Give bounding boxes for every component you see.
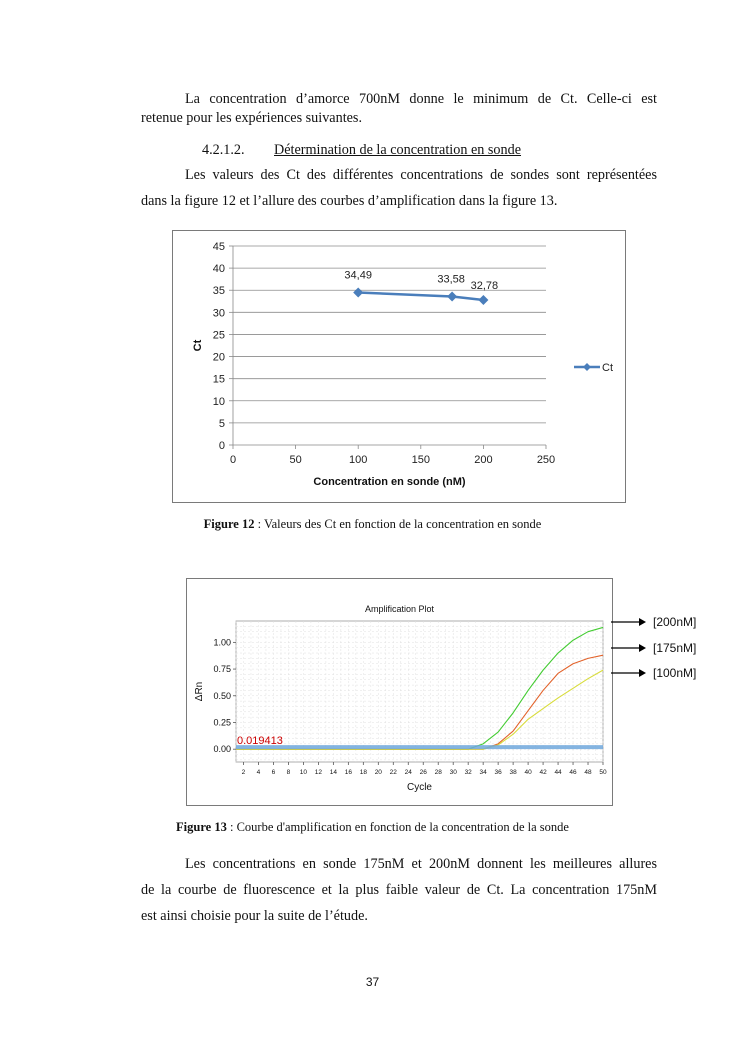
y-tick-label: 30 [212,307,225,320]
x-tick-label: 12 [314,769,323,776]
ct-data-label: 33,58 [437,273,465,286]
ct-chart [173,231,625,502]
ct-data-point [353,287,363,297]
y-tick-label: 25 [212,329,225,342]
x-tick-label: 8 [286,769,291,776]
arrow-labels [605,610,735,700]
x-tick-label: 32 [464,769,472,776]
x-tick-label: 28 [434,769,442,776]
amplification-chart [187,579,612,805]
figure-13-caption [0,820,745,835]
y-tick-label: 0.75 [213,664,231,675]
paragraph-2-line-1: Les valeurs des Ct des différentes concentrations de sondes sont représentées [185,167,657,183]
figure-13 [186,578,613,806]
x-tick-label: 34 [479,769,487,776]
legend-marker [583,363,591,371]
paragraph-2-line-2: dans la figure 12 et l’allure des courbes d’amplification dans la figure 13. [141,193,558,209]
x-axis-label: Cycle [406,782,433,793]
arrow-label: [200nM] [653,615,697,629]
y-tick-label: 40 [212,263,225,276]
x-tick-label: 44 [554,769,562,776]
plot-area [236,621,603,762]
paragraph-3-line-1: Les concentrations en sonde 175nM et 200nM donnent les meilleures allures [185,856,657,872]
x-tick-label: 14 [329,769,337,776]
x-tick-label: 2 [241,769,246,776]
x-tick-label: 150 [411,454,430,466]
arrow-label: [100nM] [653,666,697,680]
y-tick-label: 0.00 [213,744,231,755]
figure-13-label: Figure 13 [176,820,227,834]
x-tick-label: 30 [449,769,457,776]
x-tick-label: 26 [419,769,427,776]
arrow-head-icon [639,669,646,677]
section-number: 4.2.1.2. [202,142,245,158]
x-tick-label: 38 [509,769,517,776]
figure-12-text: : Valeurs des Ct en fonction de la concentration en sonde [254,517,542,531]
figure-12 [172,230,626,503]
threshold-label: 0.019413 [237,735,283,748]
y-axis-label: Ct [192,339,204,352]
figure-12-caption [0,517,745,532]
ct-data-label: 32,78 [470,280,499,293]
x-tick-label: 0 [229,454,237,466]
legend-label: Ct [602,362,613,374]
x-tick-label: 50 [599,769,607,776]
y-tick-label: 10 [212,395,225,408]
x-tick-label: 16 [344,769,352,776]
x-axis-label: Concentration en sonde (nM) [313,476,466,488]
x-tick-label: 18 [359,769,367,776]
y-tick-label: 20 [212,351,225,364]
section-title: Détermination de la concentration en sonde [274,142,522,158]
page-number: 37 [365,975,380,989]
y-tick-label: 15 [212,373,225,386]
x-tick-label: 100 [349,454,368,466]
ct-series-line [358,292,483,300]
x-tick-label: 46 [569,769,577,776]
x-tick-label: 6 [271,769,276,776]
chart-title: Amplification Plot [364,604,435,614]
y-tick-label: 0 [218,440,225,452]
x-tick-label: 24 [404,769,412,776]
ct-data-point [447,292,457,302]
x-tick-label: 50 [289,454,302,466]
y-tick-label: 35 [212,285,225,298]
arrow-head-icon [639,618,646,626]
paragraph-1-line-1: La concentration d’amorce 700nM donne le minimum de Ct. Celle-ci est [185,91,657,107]
y-tick-label: 1.00 [213,637,231,648]
x-tick-label: 4 [256,769,261,776]
x-tick-label: 48 [584,769,592,776]
arrow-label: [175nM] [653,641,697,655]
x-tick-label: 40 [524,769,532,776]
y-tick-label: 5 [218,417,225,430]
x-tick-label: 200 [474,454,493,466]
figure-12-label: Figure 12 [203,517,255,531]
y-axis-label: ΔRn [194,681,205,702]
y-tick-label: 0.50 [213,690,231,701]
figure-13-text: : Courbe d'amplification en fonction de la concentration de la sonde [226,820,569,834]
y-tick-label: 0.25 [213,717,231,728]
paragraph-1-line-2: retenue pour les expériences suivantes. [141,110,363,126]
section-heading [202,140,521,160]
paragraph-3-line-2: de la courbe de fluorescence et la plus faible valeur de Ct. La concentration 175nM [141,882,657,898]
x-tick-label: 42 [539,769,547,776]
ct-data-point [478,295,488,305]
x-tick-label: 10 [299,769,308,776]
paragraph-3-line-3: est ainsi choisie pour la suite de l’étude. [141,908,368,924]
x-tick-label: 250 [536,454,556,466]
arrow-head-icon [639,644,646,652]
y-tick-label: 45 [212,241,225,253]
ct-data-label: 34,49 [344,269,372,282]
x-tick-label: 20 [374,769,382,776]
x-tick-label: 36 [494,769,502,776]
x-tick-label: 22 [389,769,397,776]
